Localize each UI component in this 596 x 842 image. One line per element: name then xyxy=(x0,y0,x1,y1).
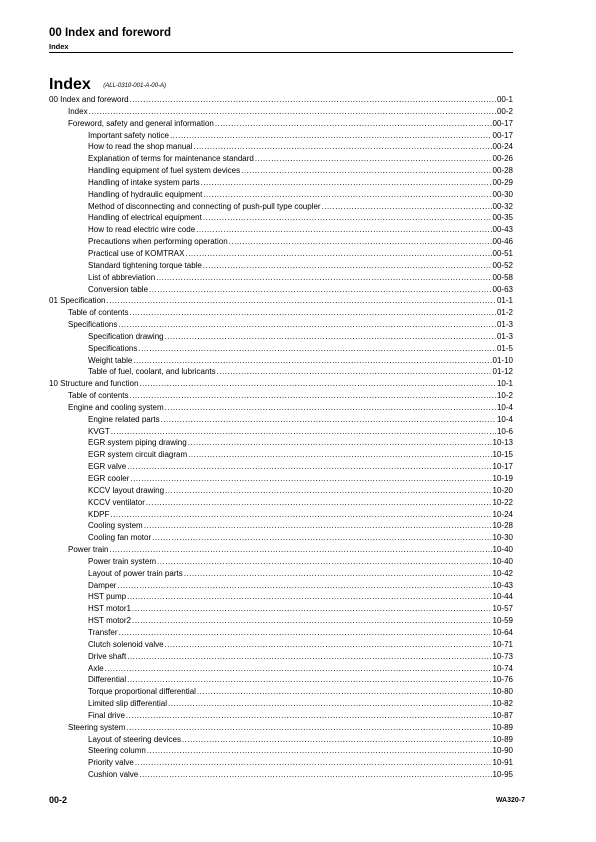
toc-entry-page: 10-57 xyxy=(492,604,513,614)
dot-leader xyxy=(161,414,496,426)
toc-entry[interactable] xyxy=(49,130,513,142)
toc-entry-page: 10-15 xyxy=(492,450,513,460)
toc-entry[interactable] xyxy=(49,212,513,224)
toc-entry-page: 10-44 xyxy=(492,592,513,602)
dot-leader xyxy=(127,591,491,603)
dot-leader xyxy=(126,710,492,722)
toc-entry-title: Priority valve xyxy=(88,758,134,768)
toc-entry[interactable] xyxy=(49,177,513,189)
toc-entry-title: KDPF xyxy=(88,509,110,519)
dot-leader xyxy=(217,366,492,378)
header-divider xyxy=(49,52,513,53)
dot-leader xyxy=(322,201,492,213)
dot-leader xyxy=(129,390,496,402)
toc-entry-title: How to read electric wire code xyxy=(88,225,196,235)
toc-entry[interactable] xyxy=(49,260,513,272)
dot-leader xyxy=(229,236,492,248)
toc-entry-page: 10-87 xyxy=(492,710,513,720)
dot-leader xyxy=(152,532,491,544)
toc-entry-page: 10-13 xyxy=(492,438,513,448)
dot-leader xyxy=(165,402,496,414)
toc-entry-title: Differential xyxy=(88,675,127,685)
toc-entry-page: 10-74 xyxy=(492,663,513,673)
toc-entry-title: Cooling fan motor xyxy=(88,533,152,543)
toc-entry[interactable] xyxy=(49,295,513,307)
toc-entry-page: 10-30 xyxy=(492,533,513,543)
dot-leader xyxy=(132,615,492,627)
dot-leader xyxy=(185,248,491,260)
toc-entry-title: Method of disconnecting and connecting of push-pull type coupler xyxy=(88,201,321,211)
dot-leader xyxy=(139,769,491,781)
toc-entry[interactable] xyxy=(49,497,513,509)
dot-leader xyxy=(129,307,496,319)
running-header-title: 00 Index and foreword xyxy=(49,27,172,39)
toc-entry-title: Table of contents xyxy=(68,391,129,401)
index-heading-code: (ALL-0310-001-A-00-A) xyxy=(103,83,166,89)
dot-leader xyxy=(127,461,491,473)
toc-entry-title: Drive shaft xyxy=(88,651,127,661)
dot-leader xyxy=(203,212,492,224)
toc-entry-title: Engine and cooling system xyxy=(68,402,164,412)
toc-entry[interactable] xyxy=(49,461,513,473)
dot-leader xyxy=(165,485,491,497)
toc-entry[interactable] xyxy=(49,248,513,260)
dot-leader xyxy=(89,106,496,118)
toc-entry-title: Engine related parts xyxy=(88,414,160,424)
toc-entry[interactable] xyxy=(49,284,513,296)
toc-entry[interactable] xyxy=(49,639,513,651)
toc-entry-title: Practical use of KOMTRAX xyxy=(88,248,185,258)
toc-entry-title: Damper xyxy=(88,580,117,590)
toc-entry-page: 10-17 xyxy=(492,462,513,472)
toc-entry-page: 10-40 xyxy=(492,556,513,566)
toc-entry[interactable] xyxy=(49,355,513,367)
toc-entry-page: 10-73 xyxy=(492,651,513,661)
toc-entry[interactable] xyxy=(49,189,513,201)
toc-entry[interactable] xyxy=(49,734,513,746)
toc-entry[interactable] xyxy=(49,118,513,130)
dot-leader xyxy=(196,224,491,236)
toc-entry[interactable] xyxy=(49,236,513,248)
toc-entry-page: 00-43 xyxy=(492,225,513,235)
toc-entry[interactable] xyxy=(49,473,513,485)
toc-entry[interactable] xyxy=(49,272,513,284)
dot-leader xyxy=(241,165,491,177)
toc-entry-title: HST motor2 xyxy=(88,616,131,626)
toc-entry-title: Layout of steering devices xyxy=(88,734,181,744)
dot-leader xyxy=(127,674,491,686)
toc-entry-page: 00-35 xyxy=(492,213,513,223)
dot-leader xyxy=(149,284,491,296)
dot-leader xyxy=(111,426,496,438)
toc-entry-page: 00-2 xyxy=(496,106,513,116)
toc-entry-page: 10-4 xyxy=(496,402,513,412)
toc-entry-page: 10-42 xyxy=(492,568,513,578)
dot-leader xyxy=(118,319,496,331)
toc-entry-page: 10-19 xyxy=(492,474,513,483)
toc-entry[interactable] xyxy=(49,710,513,722)
toc-entry[interactable] xyxy=(49,663,513,675)
toc-entry-title: Specifications xyxy=(68,320,118,330)
toc-entry-page: 10-1 xyxy=(496,379,513,389)
toc-entry-page: 00-29 xyxy=(492,177,513,187)
toc-entry-page: 10-90 xyxy=(492,746,513,756)
toc-entry-title: Limited slip differential xyxy=(88,699,168,709)
toc-entry-page: 00-24 xyxy=(492,142,513,152)
index-heading xyxy=(49,76,166,94)
toc-entry-page: 01-3 xyxy=(496,331,513,341)
toc-entry[interactable] xyxy=(49,603,513,615)
toc-entry-page: 01-3 xyxy=(496,320,513,330)
toc-entry-page: 10-20 xyxy=(492,485,513,495)
toc-entry-page: 10-89 xyxy=(492,722,513,732)
toc-entry-page: 10-43 xyxy=(492,580,513,590)
toc-entry-page: 10-59 xyxy=(492,616,513,626)
toc-entry-title: Axle xyxy=(88,663,104,673)
footer-page-number: 00-2 xyxy=(49,795,68,805)
toc-entry[interactable] xyxy=(49,153,513,165)
toc-entry-title: Torque proportional differential xyxy=(88,687,196,697)
toc-entry-title: Cooling system xyxy=(88,521,143,531)
toc-entry-title: Cushion valve xyxy=(88,770,139,780)
toc-entry[interactable] xyxy=(49,591,513,603)
toc-entry[interactable] xyxy=(49,745,513,757)
toc-entry-page: 10-2 xyxy=(496,391,513,401)
dot-leader xyxy=(119,627,492,639)
toc-entry-page: 10-28 xyxy=(492,521,513,531)
toc-entry-page: 00-52 xyxy=(492,260,513,270)
dot-leader xyxy=(146,497,492,509)
toc-entry-page: 10-6 xyxy=(496,426,513,436)
toc-entry-page: 10-89 xyxy=(492,734,513,744)
toc-entry[interactable] xyxy=(49,426,513,438)
toc-entry[interactable] xyxy=(49,106,513,118)
toc-entry[interactable] xyxy=(49,414,513,426)
dot-leader xyxy=(165,331,496,343)
toc-entry-title: Table of fuel, coolant, and lubricants xyxy=(88,367,216,377)
toc-entry-page: 10-22 xyxy=(492,497,513,507)
toc-entry-title: Handling of electrical equipment xyxy=(88,213,202,223)
toc-entry[interactable] xyxy=(49,141,513,153)
dot-leader xyxy=(184,568,492,580)
toc-entry-page: 01-10 xyxy=(492,355,513,365)
toc-entry-title: Conversion table xyxy=(88,284,149,294)
toc-entry-title: Handling of intake system parts xyxy=(88,177,200,187)
toc-entry-title: Important safety notice xyxy=(88,130,169,140)
dot-leader xyxy=(203,260,492,272)
toc-entry-page: 10-64 xyxy=(492,627,513,637)
toc-entry-title: Foreword, safety and general information xyxy=(68,118,214,128)
toc-entry-title: Standard tightening torque table xyxy=(88,260,202,270)
toc-entry[interactable] xyxy=(49,757,513,769)
dot-leader xyxy=(144,520,492,532)
toc-entry[interactable] xyxy=(49,402,513,414)
toc-entry-title: Table of contents xyxy=(68,308,129,318)
toc-entry-title: KVGT xyxy=(88,426,110,436)
running-header-subtitle: Index xyxy=(49,42,69,51)
toc-entry-title: Weight table xyxy=(88,355,133,365)
toc-entry[interactable] xyxy=(49,627,513,639)
toc-entry-title: EGR valve xyxy=(88,462,127,472)
toc-entry-page: 10-71 xyxy=(492,639,513,649)
toc-entry-title: Handling of hydraulic equipment xyxy=(88,189,203,199)
dot-leader xyxy=(203,189,491,201)
toc-entry[interactable] xyxy=(49,94,513,106)
toc-entry-page: 00-26 xyxy=(492,154,513,164)
toc-entry[interactable] xyxy=(49,580,513,592)
toc-entry[interactable] xyxy=(49,307,513,319)
toc-entry[interactable] xyxy=(49,201,513,213)
dot-leader xyxy=(126,722,491,734)
footer-model: WA320-7 xyxy=(495,797,525,804)
dot-leader xyxy=(168,698,492,710)
dot-leader xyxy=(105,663,492,675)
toc-entry-page: 00-1 xyxy=(496,95,513,104)
dot-leader xyxy=(117,580,491,592)
toc-entry-title: EGR system piping drawing xyxy=(88,438,187,448)
toc-entry-title: EGR cooler xyxy=(88,474,130,483)
toc-entry-title: Transfer xyxy=(88,627,118,637)
toc-entry-page: 01-1 xyxy=(496,296,513,306)
toc-entry[interactable] xyxy=(49,769,513,781)
toc-entry[interactable] xyxy=(49,319,513,331)
dot-leader xyxy=(110,509,491,521)
toc-entry-page: 00-17 xyxy=(492,118,513,128)
index-heading-title: Index xyxy=(49,76,91,93)
toc-entry-page: 10-24 xyxy=(492,509,513,519)
toc-entry-page: 01-12 xyxy=(492,367,513,377)
dot-leader xyxy=(182,734,492,746)
toc-entry[interactable] xyxy=(49,568,513,580)
toc-entry[interactable] xyxy=(49,343,513,355)
toc-entry-title: 01 Specification xyxy=(49,296,106,306)
table-of-contents xyxy=(49,94,513,781)
dot-leader xyxy=(147,745,492,757)
toc-entry[interactable] xyxy=(49,509,513,521)
dot-leader xyxy=(133,355,491,367)
toc-entry-title: Explanation of terms for maintenance standard xyxy=(88,154,254,164)
toc-entry[interactable] xyxy=(49,686,513,698)
toc-entry[interactable] xyxy=(49,556,513,568)
dot-leader xyxy=(138,343,496,355)
toc-entry-page: 00-63 xyxy=(492,284,513,294)
toc-entry-page: 00-58 xyxy=(492,272,513,282)
toc-entry-title: Precautions when performing operation xyxy=(88,237,228,247)
toc-entry[interactable] xyxy=(49,366,513,378)
toc-entry[interactable] xyxy=(49,485,513,497)
toc-entry-title: 00 Index and foreword xyxy=(49,95,129,104)
toc-entry-page: 10-4 xyxy=(496,414,513,424)
dot-leader xyxy=(106,295,496,307)
toc-entry[interactable] xyxy=(49,520,513,532)
toc-entry-title: HST pump xyxy=(88,592,127,602)
dot-leader xyxy=(139,378,496,390)
dot-leader xyxy=(188,449,491,461)
toc-entry-title: Index xyxy=(68,106,88,116)
toc-entry-title: HST motor1 xyxy=(88,604,131,614)
dot-leader xyxy=(197,686,492,698)
dot-leader xyxy=(130,473,491,485)
toc-entry-title: List of abbreviation xyxy=(88,272,156,282)
toc-entry-title: Final drive xyxy=(88,710,125,720)
toc-entry-page: 00-46 xyxy=(492,237,513,247)
dot-leader xyxy=(170,130,492,142)
dot-leader xyxy=(165,639,492,651)
toc-entry[interactable] xyxy=(49,165,513,177)
toc-entry-page: 00-17 xyxy=(492,130,513,140)
dot-leader xyxy=(130,94,496,106)
toc-entry-title: KCCV layout drawing xyxy=(88,485,165,495)
dot-leader xyxy=(156,272,491,284)
toc-entry-page: 00-51 xyxy=(492,248,513,258)
toc-entry[interactable] xyxy=(49,437,513,449)
toc-entry-page: 10-80 xyxy=(492,687,513,697)
toc-entry-page: 00-32 xyxy=(492,201,513,211)
toc-entry-page: 10-95 xyxy=(492,770,513,780)
toc-entry[interactable] xyxy=(49,651,513,663)
toc-entry[interactable] xyxy=(49,390,513,402)
toc-entry[interactable] xyxy=(49,544,513,556)
dot-leader xyxy=(201,177,492,189)
toc-entry-title: Steering column xyxy=(88,746,146,756)
toc-entry-title: EGR system circuit diagram xyxy=(88,450,188,460)
toc-entry-title: Power train system xyxy=(88,556,157,566)
toc-entry[interactable] xyxy=(49,224,513,236)
dot-leader xyxy=(194,141,492,153)
dot-leader xyxy=(215,118,492,130)
toc-entry-title: How to read the shop manual xyxy=(88,142,193,152)
toc-entry-title: Clutch solenoid valve xyxy=(88,639,164,649)
toc-entry-title: Specifications xyxy=(88,343,138,353)
toc-entry[interactable] xyxy=(49,378,513,390)
toc-entry-title: KCCV ventilator xyxy=(88,497,145,507)
toc-entry-page: 01-2 xyxy=(496,308,513,318)
toc-entry-title: Power train xyxy=(68,545,109,555)
dot-leader xyxy=(157,556,492,568)
toc-entry-page: 10-40 xyxy=(492,545,513,555)
toc-entry-page: 00-30 xyxy=(492,189,513,199)
toc-entry-page: 01-5 xyxy=(496,343,513,353)
toc-entry-title: Steering system xyxy=(68,722,126,732)
dot-leader xyxy=(109,544,491,556)
toc-entry[interactable] xyxy=(49,698,513,710)
toc-entry-page: 00-28 xyxy=(492,166,513,176)
toc-entry-title: Layout of power train parts xyxy=(88,568,183,578)
toc-entry[interactable] xyxy=(49,722,513,734)
dot-leader xyxy=(127,651,491,663)
toc-entry[interactable] xyxy=(49,532,513,544)
dot-leader xyxy=(135,757,492,769)
toc-entry[interactable] xyxy=(49,331,513,343)
toc-entry[interactable] xyxy=(49,615,513,627)
dot-leader xyxy=(255,153,492,165)
toc-entry[interactable] xyxy=(49,449,513,461)
dot-leader xyxy=(188,437,492,449)
toc-entry-page: 10-91 xyxy=(492,758,513,768)
toc-entry-title: 10 Structure and function xyxy=(49,379,139,389)
dot-leader xyxy=(132,603,492,615)
toc-entry-title: Specification drawing xyxy=(88,331,164,341)
toc-entry-title: Handling equipment of fuel system devices xyxy=(88,166,241,176)
toc-entry-page: 10-76 xyxy=(492,675,513,685)
toc-entry-page: 10-82 xyxy=(492,699,513,709)
toc-entry[interactable] xyxy=(49,674,513,686)
